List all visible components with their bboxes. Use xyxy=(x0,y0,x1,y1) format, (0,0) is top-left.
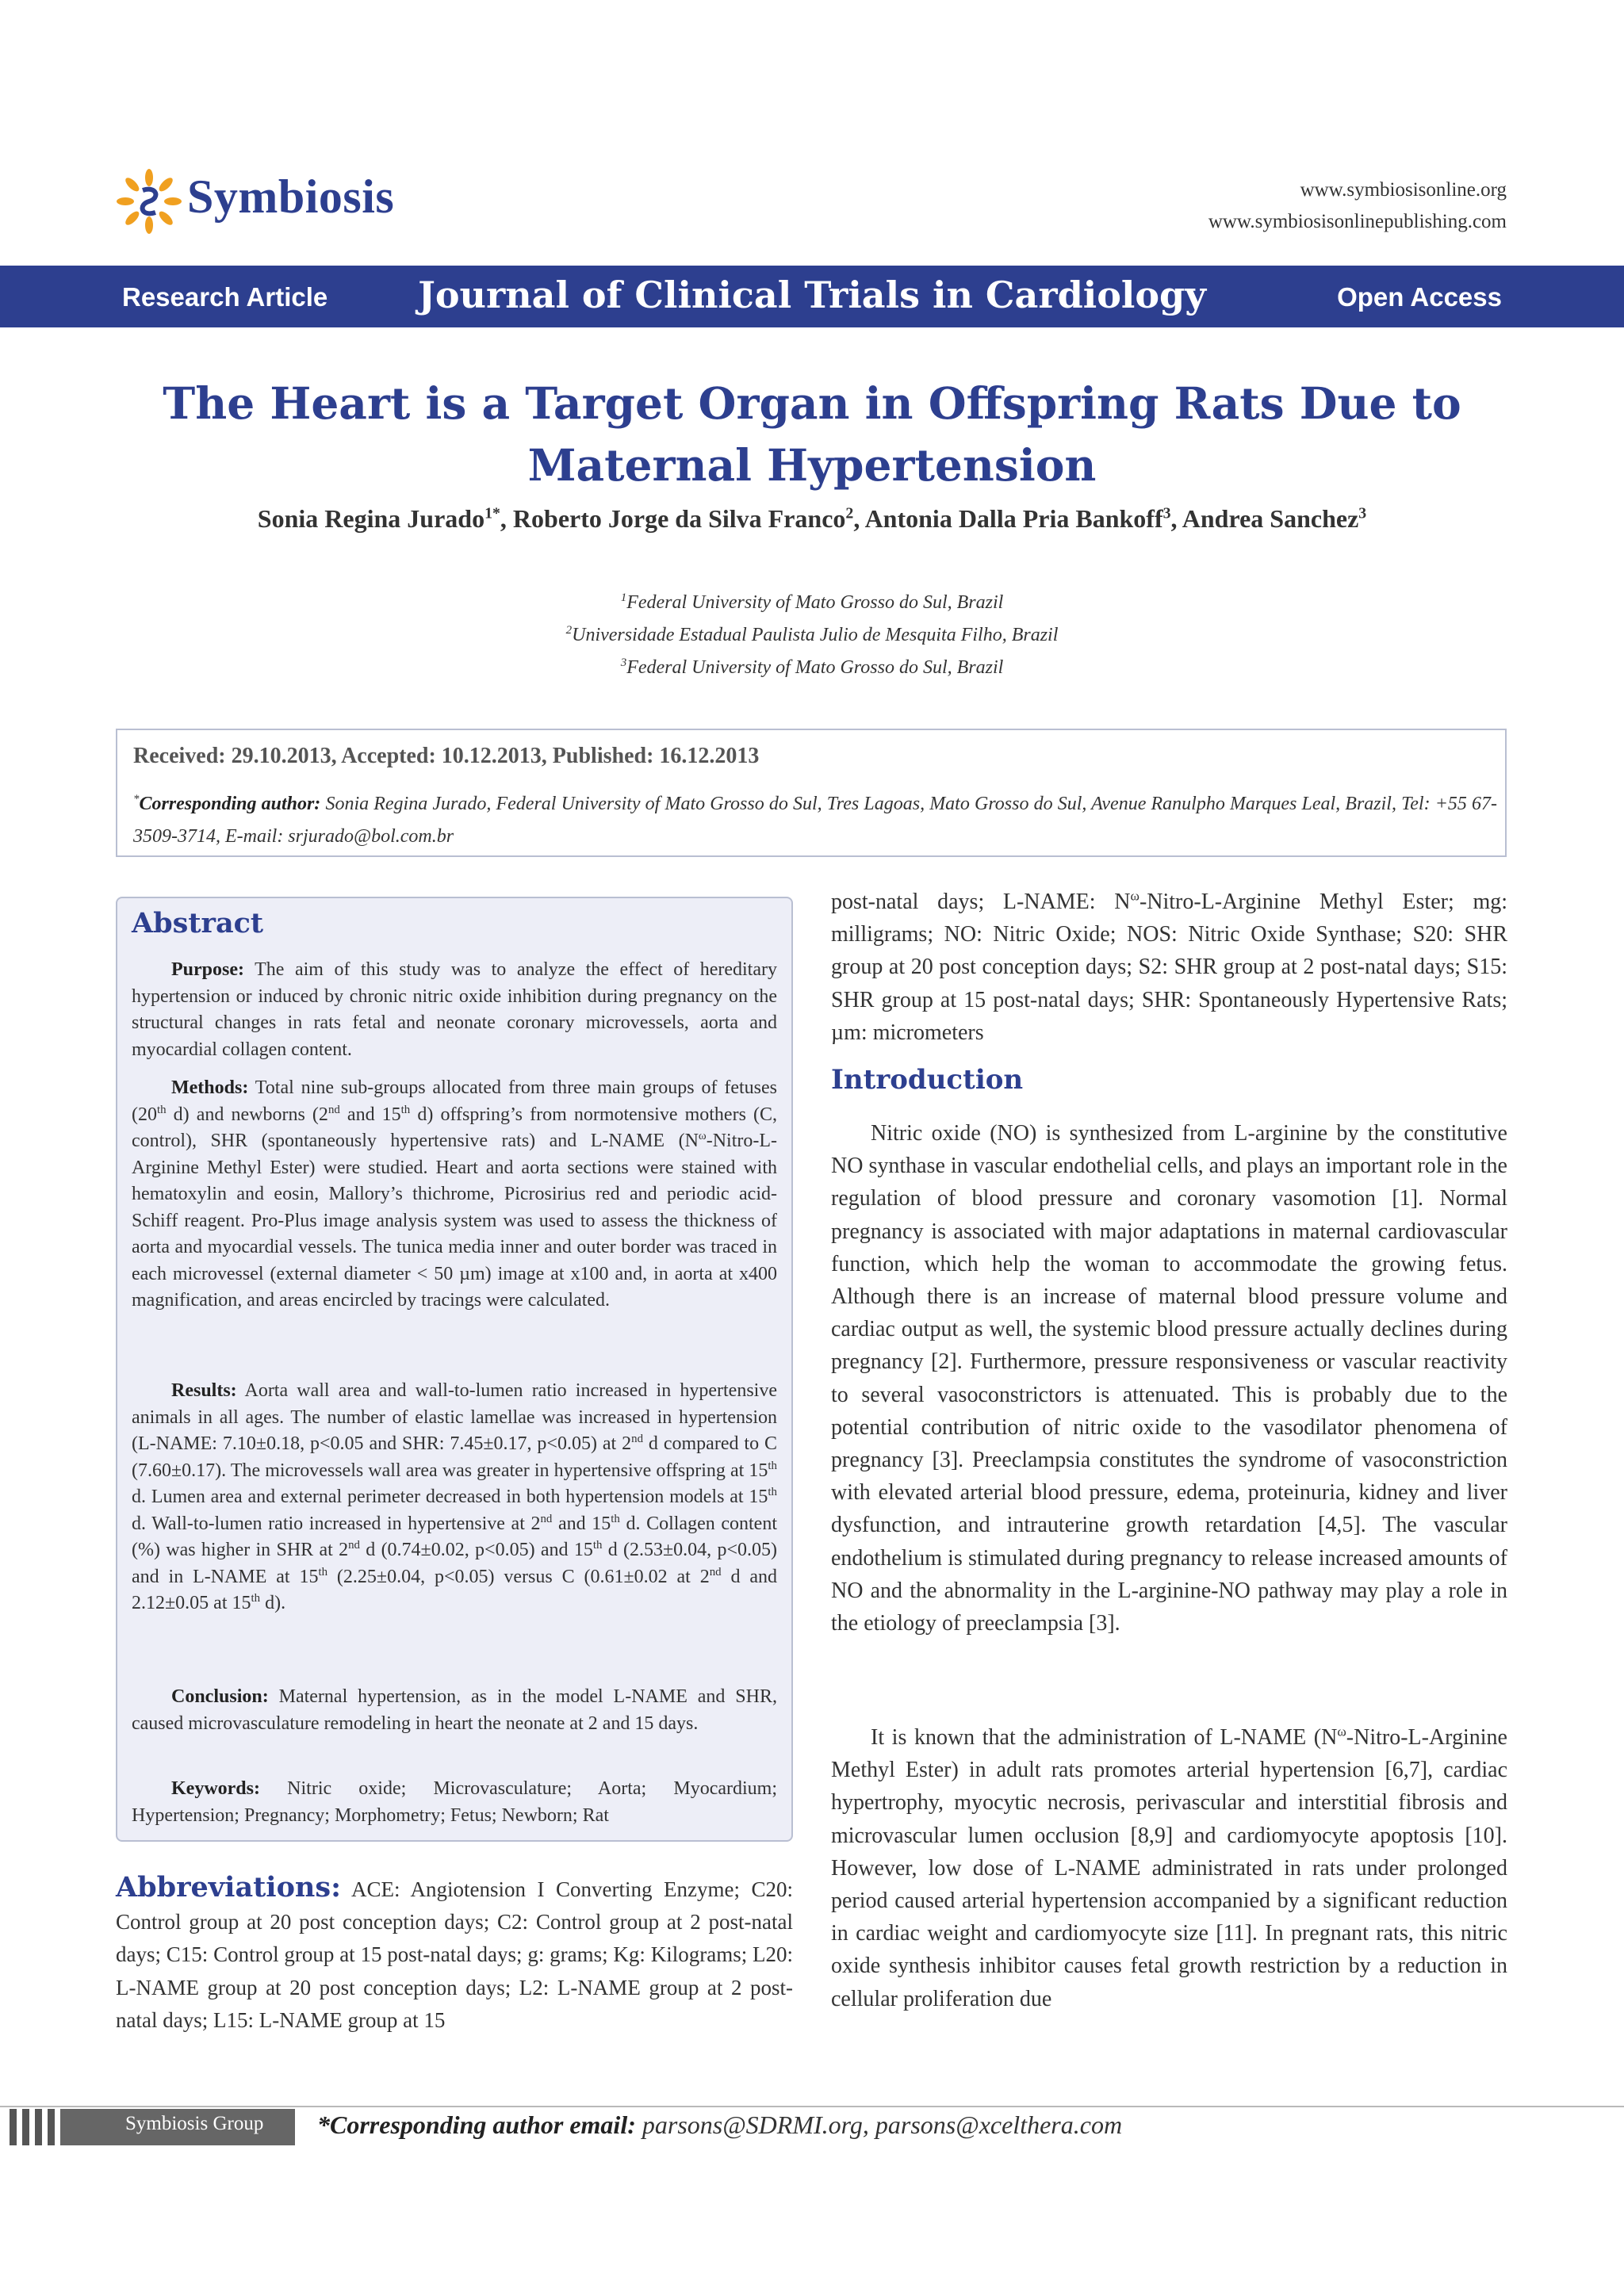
footer-stripe xyxy=(22,2109,29,2145)
corresponding-author: *Corresponding author: Sonia Regina Jurado, Federal University of Mato Grosso do Sul, Tres Lagoas, Mato Grosso do Sul, Avenue Ranulpho Marques Leal, Brazil, Tel: +55 67-3509-3714, E-mail: srjurado@bol.com.br xyxy=(133,793,1498,847)
abstract-methods: Methods: Total nine sub-groups allocated from three main groups of fetuses (20th d) and newborns (2nd and 15th d) offspring’s from normotensive mothers (C, control), SHR (spontaneously hypertensive rats) and L-NAME ($N^\omega-Nitro-L$-Arginine Methyl Ester) were studied. Heart and aorta sections were stained with hematoxylin and eosin, Mallory’s thichrome, Picrosirius red and periodic acid-Schiff reagent. Pro-Plus image analysis system was used to assess the thickness of aorta and myocardial vessels. The tunica media inner and outer border was traced in each microvessel (external diameter < 50 µm) image at x100 and, in aorta at x400 magnification, and areas encircled by tracings were calculated. xyxy=(132,1077,778,1311)
introduction-heading: Introduction xyxy=(831,1064,1024,1096)
website-link-1[interactable]: www.symbiosisonline.org xyxy=(1300,179,1507,201)
affiliation-1: $^1$Federal University of Mato Grosso do Sul, Brazil xyxy=(620,591,1004,613)
footer-corresponding-email: *Corresponding author email: parsons@SDRMI.org, parsons@xcelthera.com xyxy=(317,2110,1123,2139)
footer-stripe xyxy=(35,2109,42,2145)
abbreviations-left: Abbreviations: ACE: Angiotension I Converting Enzyme; C20: Control group at 20 post conception days; C2: Control group at 2 post-natal days; C15: Control group at 15 post-natal days; g: grams; Kg: Kilograms; L20: L-NAME group at 20 post conception days; L2: L-NAME group at 2 post-natal days; L15: L-NAME group at 15 xyxy=(116,1871,793,2032)
abbreviations-right: post-natal days; L-NAME: $N^\omega-Nitro-L$-Arginine Methyl Ester; mg: milligrams; NO: Nitric Oxide; NOS: Nitric Oxide Synthase; S20: SHR group at 20 post conception days; S2: SHR group at 2 post-natal days; S15: SHR group at 15 post-natal days; SHR: Spontaneously Hypertensive Rats; µm: micrometers xyxy=(831,888,1507,1045)
author-name: Roberto Jorge da Silva Franco xyxy=(512,504,846,533)
author-list: Sonia Regina Jurado$^{1*}$, Roberto Jorge da Silva Franco$^2$, Antonia Dalla Pria Bankoff$^3$, Andrea Sanchez$^3$ xyxy=(257,504,1367,533)
author-affiliation-mark: 3 xyxy=(1358,504,1367,522)
author-affiliation-mark: 2 xyxy=(845,504,854,522)
website-link-2[interactable]: www.symbiosisonlinepublishing.com xyxy=(1208,211,1507,232)
author-name: Andrea Sanchez xyxy=(1182,504,1359,533)
author-affiliation-mark: 1* xyxy=(485,504,500,522)
author-affiliation-mark: 3 xyxy=(1162,504,1171,522)
affiliation-2: $^2$Universidade Estadual Paulista Julio de Mesquita Filho, Brazil xyxy=(565,624,1059,645)
footer-stripe xyxy=(48,2109,55,2145)
article-type-label: Research Article xyxy=(122,282,328,312)
abstract-conclusion: Conclusion: Maternal hypertension, as in the model L-NAME and SHR, caused microvasculature remodeling in heart the neonate at 2 and 15 days. xyxy=(132,1686,777,1734)
article-title: The Heart is a Target Organ in Offspring Rats Due to Maternal Hypertension xyxy=(163,377,1461,491)
author-name: Sonia Regina Jurado xyxy=(257,504,485,533)
journal-title: Journal of Clinical Trials in Cardiology xyxy=(418,274,1206,316)
abstract-heading: Abstract xyxy=(132,907,264,939)
logo-wordmark[interactable]: Symbiosis xyxy=(187,170,395,223)
introduction-paragraph-2: It is known that the administration of L-NAME ($N^\omega-Nitro-L$-Arginine Methyl Ester) in adult rats promotes arterial hypertension [6,7], cardiac hypertrophy, myocytic necrosis, perivascular and interstitial fibrosis and microvascular lumen occlusion [8,9] and cardiomyocyte apoptosis [10]. However, low dose of L-NAME administrated in rats under prolonged period caused arterial hypertension accompanied by a significant reduction in cardiac weight and cardiomyocyte size [11]. In pregnant rats, this nitric oxide synthesis inhibitor causes fetal growth restriction by a reduction in cellular proliferation due xyxy=(831,1724,1507,2011)
email-link[interactable]: parsons@SDRMI.org, parsons@xcelthera.com xyxy=(642,2110,1123,2139)
publication-dates: Received: 29.10.2013, Accepted: 10.12.2013, Published: 16.12.2013 xyxy=(133,744,760,768)
affiliation-3: $^3$Federal University of Mato Grosso do Sul, Brazil xyxy=(620,656,1004,678)
author-name: Antonia Dalla Pria Bankoff xyxy=(864,504,1163,533)
footer-stripe xyxy=(10,2109,17,2145)
introduction-paragraph-1: Nitric oxide (NO) is synthesized from L-arginine by the constitutive NO synthase in vascular endothelial cells, and plays an important role in the regulation of blood pressure and coronary vasomotion [1]. Normal pregnancy is associated with major adaptations in maternal cardiovascular function, which help the woman to accommodate the growing fetus. Although there is an increase of maternal blood pressure volume and cardiac output as well, the systemic blood pressure actually declines during pregnancy [2]. Furthermore, pressure responsiveness or vascular reactivity to several vasoconstrictors is attenuated. This is probably due to the potential contribution of nitric oxide to the vasodilator phenomena of pregnancy [3]. Preeclampsia constitutes the syndrome of vasoconstriction with elevated arterial blood pressure, edema, proteinuria, kidney and liver dysfunction, and intrauterine growth retardation [4,5]. The vascular endothelium is stimulated during pregnancy to release increased amounts of NO and the abnormality in the L-arginine-NO pathway may play a role in the etiology of preeclampsia [3]. xyxy=(831,1121,1507,1636)
footer-divider xyxy=(0,2106,1624,2107)
abstract-keywords: Keywords: Nitric oxide; Microvasculature; Aorta; Myocardium; Hypertension; Pregnancy; Morphometry; Fetus; Newborn; Rat xyxy=(132,1778,778,1826)
abstract-purpose: Purpose: The aim of this study was to analyze the effect of hereditary hypertension or induced by chronic nitric oxide inhibition during pregnancy on the structural changes in rats fetal and neonate coronary microvessels, aorta and myocardial collagen content. xyxy=(132,959,777,1060)
abstract-results: Results: Aorta wall area and wall-to-lumen ratio increased in hypertensive animals in all ages. The number of elastic lamellae was increased in hypertension (L-NAME: 7.10±0.18, p<0.05 and SHR: 7.45±0.17, p<0.05) at 2nd d compared to C (7.60±0.17). The microvessels wall area was greater in hypertensive offspring at 15th d. Lumen area and external perimeter decreased in both hypertension models at 15th d. Wall-to-lumen ratio increased in hypertensive at 2nd and 15th d. Collagen content (%) was higher in SHR at 2nd d (0.74±0.02, p<0.05) and 15th d (2.53±0.04, p<0.05) and in L-NAME at 15th (2.25±0.04, p<0.05) versus C (0.61±0.02 at 2nd d and 2.12±0.05 at 15th d). xyxy=(132,1380,777,1613)
open-access-label: Open Access xyxy=(1337,282,1502,312)
footer-group-label: Symbiosis Group xyxy=(125,2113,264,2134)
